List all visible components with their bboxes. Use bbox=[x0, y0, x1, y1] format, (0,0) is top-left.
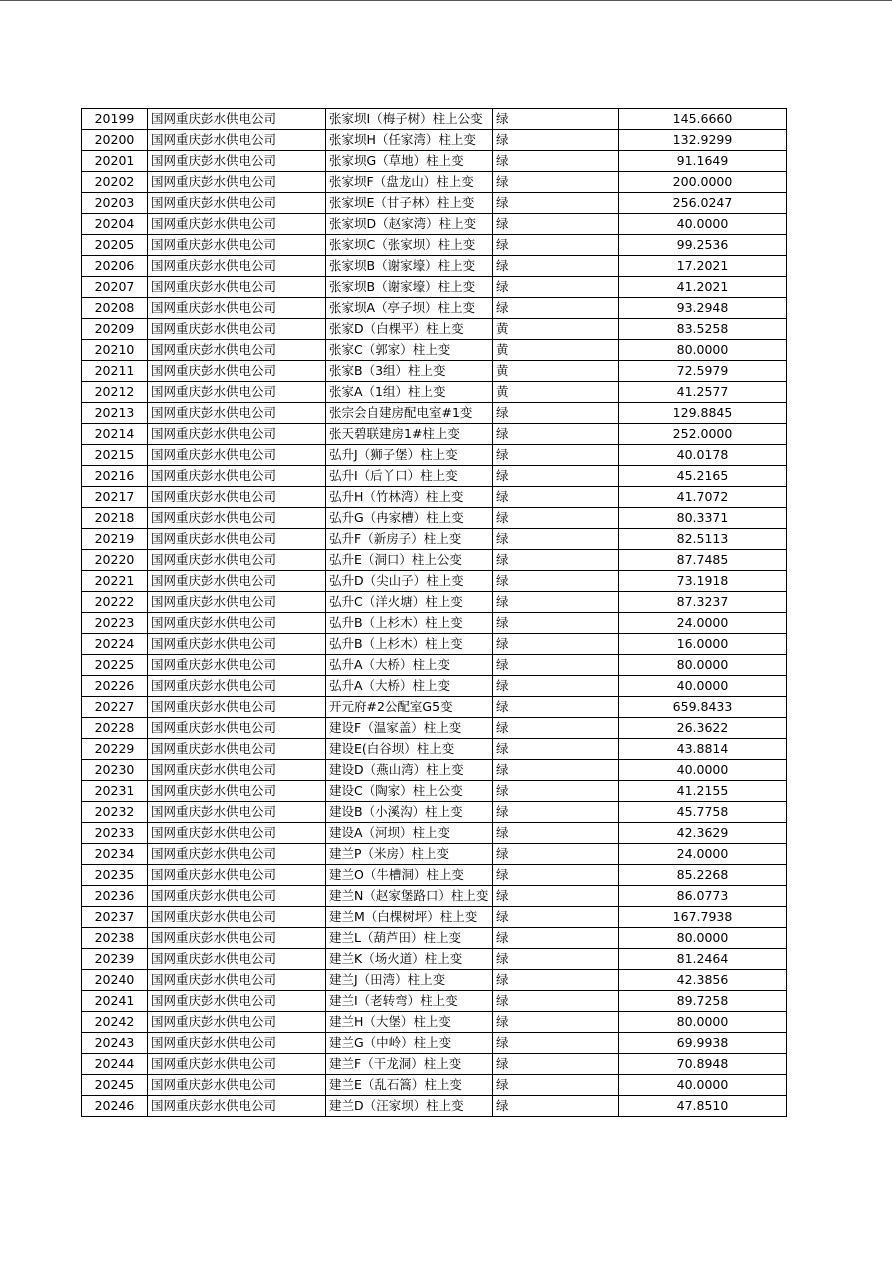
table-row bbox=[82, 298, 787, 319]
row-id-cell: 20243 bbox=[82, 1033, 148, 1054]
status-color-cell: 绿 bbox=[493, 256, 619, 277]
table-row bbox=[82, 172, 787, 193]
row-id-cell: 20215 bbox=[82, 445, 148, 466]
table-row bbox=[82, 634, 787, 655]
value-cell: 69.9938 bbox=[619, 1033, 787, 1054]
row-id-cell: 20227 bbox=[82, 697, 148, 718]
row-id-cell: 20225 bbox=[82, 655, 148, 676]
company-cell: 国网重庆彭水供电公司 bbox=[148, 508, 326, 529]
value-cell: 40.0000 bbox=[619, 760, 787, 781]
status-color-cell: 绿 bbox=[493, 928, 619, 949]
row-id-cell: 20203 bbox=[82, 193, 148, 214]
value-cell: 80.0000 bbox=[619, 340, 787, 361]
value-cell: 73.1918 bbox=[619, 571, 787, 592]
status-color-cell: 绿 bbox=[493, 298, 619, 319]
status-color-cell: 绿 bbox=[493, 655, 619, 676]
row-id-cell: 20211 bbox=[82, 361, 148, 382]
company-cell: 国网重庆彭水供电公司 bbox=[148, 172, 326, 193]
value-cell: 87.3237 bbox=[619, 592, 787, 613]
transformer-name-cell: 张宗会自建房配电室#1变 bbox=[326, 403, 493, 424]
transformer-name-cell: 弘升E（洞口）柱上公变 bbox=[326, 550, 493, 571]
value-cell: 24.0000 bbox=[619, 844, 787, 865]
value-cell: 659.8433 bbox=[619, 697, 787, 718]
table-row bbox=[82, 991, 787, 1012]
transformer-name-cell: 弘升I（后丫口）柱上变 bbox=[326, 466, 493, 487]
transformer-name-cell: 弘升J（狮子堡）柱上变 bbox=[326, 445, 493, 466]
table-row bbox=[82, 529, 787, 550]
row-id-cell: 20204 bbox=[82, 214, 148, 235]
company-cell: 国网重庆彭水供电公司 bbox=[148, 361, 326, 382]
transformer-name-cell: 建兰N（赵家堡路口）柱上变 bbox=[326, 886, 493, 907]
value-cell: 41.2577 bbox=[619, 382, 787, 403]
status-color-cell: 绿 bbox=[493, 508, 619, 529]
transformer-name-cell: 弘升A（大桥）柱上变 bbox=[326, 655, 493, 676]
table-row bbox=[82, 1012, 787, 1033]
status-color-cell: 绿 bbox=[493, 529, 619, 550]
transformer-name-cell: 张家坝B（谢家壕）柱上变 bbox=[326, 256, 493, 277]
transformer-name-cell: 建兰K（场火道）柱上变 bbox=[326, 949, 493, 970]
value-cell: 91.1649 bbox=[619, 151, 787, 172]
transformer-name-cell: 张家A（1组）柱上变 bbox=[326, 382, 493, 403]
company-cell: 国网重庆彭水供电公司 bbox=[148, 655, 326, 676]
status-color-cell: 黄 bbox=[493, 340, 619, 361]
value-cell: 81.2464 bbox=[619, 949, 787, 970]
value-cell: 80.0000 bbox=[619, 655, 787, 676]
company-cell: 国网重庆彭水供电公司 bbox=[148, 340, 326, 361]
transformer-name-cell: 建兰H（大堡）柱上变 bbox=[326, 1012, 493, 1033]
transformer-name-cell: 张家坝C（张家坝）柱上变 bbox=[326, 235, 493, 256]
value-cell: 47.8510 bbox=[619, 1096, 787, 1117]
table-row bbox=[82, 487, 787, 508]
status-color-cell: 绿 bbox=[493, 949, 619, 970]
value-cell: 16.0000 bbox=[619, 634, 787, 655]
table-row bbox=[82, 613, 787, 634]
status-color-cell: 绿 bbox=[493, 445, 619, 466]
status-color-cell: 绿 bbox=[493, 718, 619, 739]
company-cell: 国网重庆彭水供电公司 bbox=[148, 634, 326, 655]
transformer-name-cell: 张家B（3组）柱上变 bbox=[326, 361, 493, 382]
company-cell: 国网重庆彭水供电公司 bbox=[148, 445, 326, 466]
company-cell: 国网重庆彭水供电公司 bbox=[148, 991, 326, 1012]
company-cell: 国网重庆彭水供电公司 bbox=[148, 907, 326, 928]
value-cell: 80.3371 bbox=[619, 508, 787, 529]
status-color-cell: 绿 bbox=[493, 277, 619, 298]
table-row bbox=[82, 760, 787, 781]
row-id-cell: 20241 bbox=[82, 991, 148, 1012]
transformer-name-cell: 建兰E（乱石篙）柱上变 bbox=[326, 1075, 493, 1096]
company-cell: 国网重庆彭水供电公司 bbox=[148, 781, 326, 802]
table-row bbox=[82, 193, 787, 214]
row-id-cell: 20226 bbox=[82, 676, 148, 697]
transformer-name-cell: 建兰L（葫芦田）柱上变 bbox=[326, 928, 493, 949]
table-row bbox=[82, 781, 787, 802]
row-id-cell: 20202 bbox=[82, 172, 148, 193]
table-row bbox=[82, 949, 787, 970]
value-cell: 145.6660 bbox=[619, 109, 787, 130]
table-row bbox=[82, 508, 787, 529]
company-cell: 国网重庆彭水供电公司 bbox=[148, 487, 326, 508]
transformer-name-cell: 建设C（陶家）柱上公变 bbox=[326, 781, 493, 802]
table-row bbox=[82, 739, 787, 760]
company-cell: 国网重庆彭水供电公司 bbox=[148, 403, 326, 424]
row-id-cell: 20218 bbox=[82, 508, 148, 529]
status-color-cell: 绿 bbox=[493, 193, 619, 214]
value-cell: 129.8845 bbox=[619, 403, 787, 424]
transformer-name-cell: 弘升B（上杉木）柱上变 bbox=[326, 613, 493, 634]
company-cell: 国网重庆彭水供电公司 bbox=[148, 319, 326, 340]
row-id-cell: 20199 bbox=[82, 109, 148, 130]
transformer-name-cell: 张家坝B（谢家壕）柱上变 bbox=[326, 277, 493, 298]
status-color-cell: 绿 bbox=[493, 235, 619, 256]
company-cell: 国网重庆彭水供电公司 bbox=[148, 529, 326, 550]
status-color-cell: 绿 bbox=[493, 214, 619, 235]
row-id-cell: 20236 bbox=[82, 886, 148, 907]
row-id-cell: 20212 bbox=[82, 382, 148, 403]
value-cell: 200.0000 bbox=[619, 172, 787, 193]
status-color-cell: 黄 bbox=[493, 361, 619, 382]
table-row bbox=[82, 361, 787, 382]
company-cell: 国网重庆彭水供电公司 bbox=[148, 718, 326, 739]
status-color-cell: 绿 bbox=[493, 697, 619, 718]
status-color-cell: 绿 bbox=[493, 424, 619, 445]
company-cell: 国网重庆彭水供电公司 bbox=[148, 550, 326, 571]
row-id-cell: 20240 bbox=[82, 970, 148, 991]
value-cell: 252.0000 bbox=[619, 424, 787, 445]
value-cell: 80.0000 bbox=[619, 1012, 787, 1033]
status-color-cell: 绿 bbox=[493, 403, 619, 424]
table-row bbox=[82, 823, 787, 844]
value-cell: 72.5979 bbox=[619, 361, 787, 382]
row-id-cell: 20209 bbox=[82, 319, 148, 340]
value-cell: 89.7258 bbox=[619, 991, 787, 1012]
table-row bbox=[82, 256, 787, 277]
status-color-cell: 绿 bbox=[493, 844, 619, 865]
table-row bbox=[82, 592, 787, 613]
table-row bbox=[82, 571, 787, 592]
table-row bbox=[82, 1075, 787, 1096]
value-cell: 41.2021 bbox=[619, 277, 787, 298]
transformer-name-cell: 建设B（小溪沟）柱上变 bbox=[326, 802, 493, 823]
table-row bbox=[82, 214, 787, 235]
company-cell: 国网重庆彭水供电公司 bbox=[148, 886, 326, 907]
row-id-cell: 20229 bbox=[82, 739, 148, 760]
status-color-cell: 绿 bbox=[493, 1054, 619, 1075]
value-cell: 42.3856 bbox=[619, 970, 787, 991]
status-color-cell: 绿 bbox=[493, 1075, 619, 1096]
status-color-cell: 绿 bbox=[493, 592, 619, 613]
transformer-name-cell: 建兰O（牛槽洞）柱上变 bbox=[326, 865, 493, 886]
row-id-cell: 20219 bbox=[82, 529, 148, 550]
value-cell: 41.7072 bbox=[619, 487, 787, 508]
row-id-cell: 20208 bbox=[82, 298, 148, 319]
value-cell: 70.8948 bbox=[619, 1054, 787, 1075]
status-color-cell: 绿 bbox=[493, 739, 619, 760]
status-color-cell: 绿 bbox=[493, 1012, 619, 1033]
row-id-cell: 20213 bbox=[82, 403, 148, 424]
value-cell: 40.0178 bbox=[619, 445, 787, 466]
row-id-cell: 20210 bbox=[82, 340, 148, 361]
status-color-cell: 绿 bbox=[493, 991, 619, 1012]
company-cell: 国网重庆彭水供电公司 bbox=[148, 214, 326, 235]
row-id-cell: 20238 bbox=[82, 928, 148, 949]
value-cell: 40.0000 bbox=[619, 1075, 787, 1096]
company-cell: 国网重庆彭水供电公司 bbox=[148, 844, 326, 865]
row-id-cell: 20217 bbox=[82, 487, 148, 508]
transformer-name-cell: 弘升C（洋火塘）柱上变 bbox=[326, 592, 493, 613]
transformer-name-cell: 弘升B（上杉木）柱上变 bbox=[326, 634, 493, 655]
status-color-cell: 绿 bbox=[493, 487, 619, 508]
company-cell: 国网重庆彭水供电公司 bbox=[148, 613, 326, 634]
row-id-cell: 20235 bbox=[82, 865, 148, 886]
value-cell: 45.2165 bbox=[619, 466, 787, 487]
value-cell: 42.3629 bbox=[619, 823, 787, 844]
table-row bbox=[82, 319, 787, 340]
row-id-cell: 20206 bbox=[82, 256, 148, 277]
status-color-cell: 绿 bbox=[493, 466, 619, 487]
status-color-cell: 绿 bbox=[493, 130, 619, 151]
transformer-name-cell: 张家坝D（赵家湾）柱上变 bbox=[326, 214, 493, 235]
status-color-cell: 黄 bbox=[493, 319, 619, 340]
row-id-cell: 20205 bbox=[82, 235, 148, 256]
transformer-name-cell: 张家坝H（任家湾）柱上变 bbox=[326, 130, 493, 151]
company-cell: 国网重庆彭水供电公司 bbox=[148, 970, 326, 991]
value-cell: 40.0000 bbox=[619, 214, 787, 235]
status-color-cell: 绿 bbox=[493, 760, 619, 781]
row-id-cell: 20200 bbox=[82, 130, 148, 151]
status-color-cell: 绿 bbox=[493, 109, 619, 130]
status-color-cell: 绿 bbox=[493, 1033, 619, 1054]
status-color-cell: 绿 bbox=[493, 571, 619, 592]
company-cell: 国网重庆彭水供电公司 bbox=[148, 1075, 326, 1096]
table-row bbox=[82, 928, 787, 949]
company-cell: 国网重庆彭水供电公司 bbox=[148, 193, 326, 214]
row-id-cell: 20245 bbox=[82, 1075, 148, 1096]
value-cell: 41.2155 bbox=[619, 781, 787, 802]
row-id-cell: 20246 bbox=[82, 1096, 148, 1117]
transformer-name-cell: 弘升F（新房子）柱上变 bbox=[326, 529, 493, 550]
company-cell: 国网重庆彭水供电公司 bbox=[148, 1012, 326, 1033]
table-row bbox=[82, 718, 787, 739]
company-cell: 国网重庆彭水供电公司 bbox=[148, 697, 326, 718]
status-color-cell: 绿 bbox=[493, 802, 619, 823]
row-id-cell: 20207 bbox=[82, 277, 148, 298]
data-table bbox=[81, 108, 787, 1117]
status-color-cell: 绿 bbox=[493, 634, 619, 655]
transformer-name-cell: 弘升G（冉家槽）柱上变 bbox=[326, 508, 493, 529]
value-cell: 99.2536 bbox=[619, 235, 787, 256]
company-cell: 国网重庆彭水供电公司 bbox=[148, 382, 326, 403]
status-color-cell: 绿 bbox=[493, 970, 619, 991]
company-cell: 国网重庆彭水供电公司 bbox=[148, 130, 326, 151]
row-id-cell: 20239 bbox=[82, 949, 148, 970]
table-row bbox=[82, 445, 787, 466]
transformer-name-cell: 弘升H（竹林湾）柱上变 bbox=[326, 487, 493, 508]
value-cell: 80.0000 bbox=[619, 928, 787, 949]
table-row bbox=[82, 382, 787, 403]
row-id-cell: 20216 bbox=[82, 466, 148, 487]
value-cell: 43.8814 bbox=[619, 739, 787, 760]
company-cell: 国网重庆彭水供电公司 bbox=[148, 760, 326, 781]
transformer-name-cell: 建兰M（白棵树坪）柱上变 bbox=[326, 907, 493, 928]
table-row bbox=[82, 1054, 787, 1075]
value-cell: 132.9299 bbox=[619, 130, 787, 151]
company-cell: 国网重庆彭水供电公司 bbox=[148, 1096, 326, 1117]
table-row bbox=[82, 970, 787, 991]
row-id-cell: 20231 bbox=[82, 781, 148, 802]
transformer-name-cell: 建兰F（干龙洞）柱上变 bbox=[326, 1054, 493, 1075]
company-cell: 国网重庆彭水供电公司 bbox=[148, 151, 326, 172]
row-id-cell: 20234 bbox=[82, 844, 148, 865]
row-id-cell: 20220 bbox=[82, 550, 148, 571]
status-color-cell: 绿 bbox=[493, 781, 619, 802]
table-row bbox=[82, 403, 787, 424]
company-cell: 国网重庆彭水供电公司 bbox=[148, 823, 326, 844]
value-cell: 86.0773 bbox=[619, 886, 787, 907]
transformer-name-cell: 建设D（燕山湾）柱上变 bbox=[326, 760, 493, 781]
table-row bbox=[82, 277, 787, 298]
value-cell: 26.3622 bbox=[619, 718, 787, 739]
company-cell: 国网重庆彭水供电公司 bbox=[148, 277, 326, 298]
status-color-cell: 绿 bbox=[493, 613, 619, 634]
transformer-name-cell: 张家坝A（亭子坝）柱上变 bbox=[326, 298, 493, 319]
row-id-cell: 20222 bbox=[82, 592, 148, 613]
table-row bbox=[82, 697, 787, 718]
status-color-cell: 绿 bbox=[493, 823, 619, 844]
transformer-name-cell: 张家坝F（盘龙山）柱上变 bbox=[326, 172, 493, 193]
transformer-name-cell: 建兰I（老转弯）柱上变 bbox=[326, 991, 493, 1012]
company-cell: 国网重庆彭水供电公司 bbox=[148, 298, 326, 319]
status-color-cell: 绿 bbox=[493, 151, 619, 172]
status-color-cell: 绿 bbox=[493, 676, 619, 697]
company-cell: 国网重庆彭水供电公司 bbox=[148, 949, 326, 970]
transformer-name-cell: 弘升A（大桥）柱上变 bbox=[326, 676, 493, 697]
transformer-name-cell: 张家坝E（甘子林）柱上变 bbox=[326, 193, 493, 214]
transformer-name-cell: 建设E(白谷坝）柱上变 bbox=[326, 739, 493, 760]
status-color-cell: 绿 bbox=[493, 172, 619, 193]
transformer-name-cell: 建设A（河坝）柱上变 bbox=[326, 823, 493, 844]
table-row bbox=[82, 844, 787, 865]
status-color-cell: 黄 bbox=[493, 382, 619, 403]
table-row bbox=[82, 466, 787, 487]
transformer-name-cell: 张家D（白棵平）柱上变 bbox=[326, 319, 493, 340]
value-cell: 82.5113 bbox=[619, 529, 787, 550]
company-cell: 国网重庆彭水供电公司 bbox=[148, 424, 326, 445]
transformer-name-cell: 张家坝I（梅子树）柱上公变 bbox=[326, 109, 493, 130]
company-cell: 国网重庆彭水供电公司 bbox=[148, 676, 326, 697]
transformer-name-cell: 张家C（郭家）柱上变 bbox=[326, 340, 493, 361]
value-cell: 167.7938 bbox=[619, 907, 787, 928]
row-id-cell: 20224 bbox=[82, 634, 148, 655]
status-color-cell: 绿 bbox=[493, 886, 619, 907]
table-row bbox=[82, 1096, 787, 1117]
table-row bbox=[82, 676, 787, 697]
page-top-border bbox=[0, 0, 892, 1]
value-cell: 93.2948 bbox=[619, 298, 787, 319]
transformer-name-cell: 张家坝G（草地）柱上变 bbox=[326, 151, 493, 172]
company-cell: 国网重庆彭水供电公司 bbox=[148, 592, 326, 613]
table-row bbox=[82, 130, 787, 151]
company-cell: 国网重庆彭水供电公司 bbox=[148, 571, 326, 592]
company-cell: 国网重庆彭水供电公司 bbox=[148, 1054, 326, 1075]
value-cell: 17.2021 bbox=[619, 256, 787, 277]
row-id-cell: 20230 bbox=[82, 760, 148, 781]
company-cell: 国网重庆彭水供电公司 bbox=[148, 739, 326, 760]
table-row bbox=[82, 151, 787, 172]
value-cell: 87.7485 bbox=[619, 550, 787, 571]
table-row bbox=[82, 424, 787, 445]
table-row bbox=[82, 235, 787, 256]
table-row bbox=[82, 340, 787, 361]
table-row bbox=[82, 1033, 787, 1054]
table-row bbox=[82, 109, 787, 130]
transformer-name-cell: 建兰J（田湾）柱上变 bbox=[326, 970, 493, 991]
transformer-name-cell: 建设F（温家盖）柱上变 bbox=[326, 718, 493, 739]
transformer-name-cell: 建兰P（米房）柱上变 bbox=[326, 844, 493, 865]
value-cell: 83.5258 bbox=[619, 319, 787, 340]
row-id-cell: 20223 bbox=[82, 613, 148, 634]
table-row bbox=[82, 865, 787, 886]
table-row bbox=[82, 655, 787, 676]
status-color-cell: 绿 bbox=[493, 907, 619, 928]
row-id-cell: 20228 bbox=[82, 718, 148, 739]
transformer-name-cell: 弘升D（尖山子）柱上变 bbox=[326, 571, 493, 592]
value-cell: 256.0247 bbox=[619, 193, 787, 214]
table-body bbox=[82, 109, 787, 1117]
transformer-name-cell: 建兰D（汪家坝）柱上变 bbox=[326, 1096, 493, 1117]
table-row bbox=[82, 907, 787, 928]
company-cell: 国网重庆彭水供电公司 bbox=[148, 802, 326, 823]
row-id-cell: 20233 bbox=[82, 823, 148, 844]
table-row bbox=[82, 886, 787, 907]
status-color-cell: 绿 bbox=[493, 550, 619, 571]
row-id-cell: 20214 bbox=[82, 424, 148, 445]
transformer-name-cell: 开元府#2公配室G5变 bbox=[326, 697, 493, 718]
row-id-cell: 20232 bbox=[82, 802, 148, 823]
company-cell: 国网重庆彭水供电公司 bbox=[148, 109, 326, 130]
transformer-name-cell: 张天碧联建房1#柱上变 bbox=[326, 424, 493, 445]
row-id-cell: 20221 bbox=[82, 571, 148, 592]
value-cell: 45.7758 bbox=[619, 802, 787, 823]
row-id-cell: 20242 bbox=[82, 1012, 148, 1033]
status-color-cell: 绿 bbox=[493, 1096, 619, 1117]
value-cell: 24.0000 bbox=[619, 613, 787, 634]
transformer-name-cell: 建兰G（中岭）柱上变 bbox=[326, 1033, 493, 1054]
company-cell: 国网重庆彭水供电公司 bbox=[148, 235, 326, 256]
table-row bbox=[82, 550, 787, 571]
company-cell: 国网重庆彭水供电公司 bbox=[148, 256, 326, 277]
row-id-cell: 20201 bbox=[82, 151, 148, 172]
company-cell: 国网重庆彭水供电公司 bbox=[148, 466, 326, 487]
status-color-cell: 绿 bbox=[493, 865, 619, 886]
value-cell: 85.2268 bbox=[619, 865, 787, 886]
row-id-cell: 20237 bbox=[82, 907, 148, 928]
company-cell: 国网重庆彭水供电公司 bbox=[148, 928, 326, 949]
row-id-cell: 20244 bbox=[82, 1054, 148, 1075]
value-cell: 40.0000 bbox=[619, 676, 787, 697]
table-row bbox=[82, 802, 787, 823]
company-cell: 国网重庆彭水供电公司 bbox=[148, 1033, 326, 1054]
company-cell: 国网重庆彭水供电公司 bbox=[148, 865, 326, 886]
